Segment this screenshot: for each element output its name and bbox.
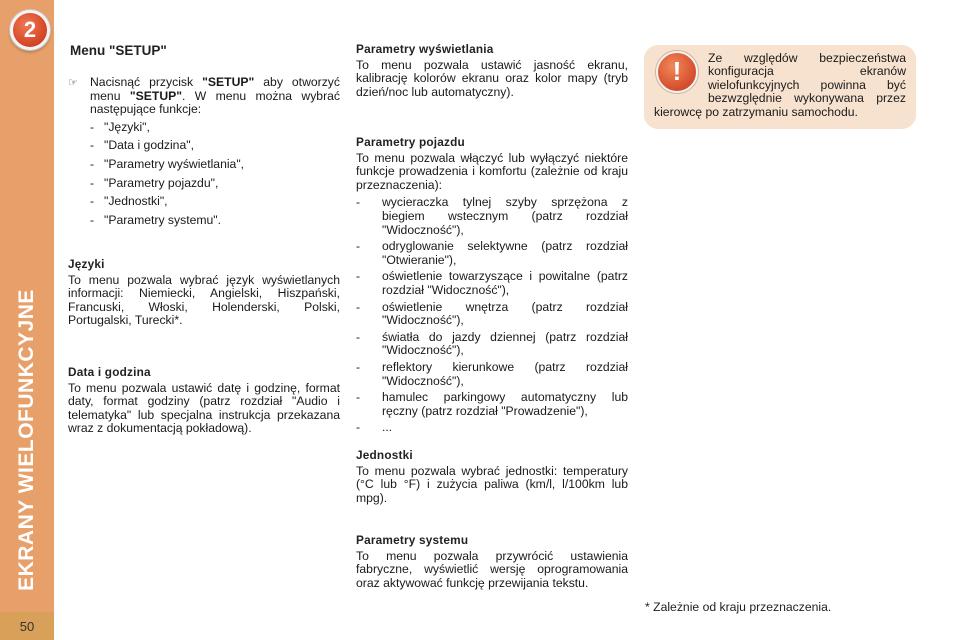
system-text: To menu pozwala przywrócić ustawienia fabryczne, wyświetlić wersję oprogramowania oraz aktywować funkcję przewijania tekstu. [356,548,628,590]
page-number: 50 [0,612,54,640]
display-heading: Parametry wyświetlania [356,42,494,56]
list-item: - "Parametry pojazdu", [90,175,219,190]
vehicle-section [356,136,628,438]
languages-heading: Języki [68,257,105,271]
datetime-heading: Data i godzina [68,365,151,379]
datetime-text: To menu pozwala ustawić datę i godzinę, format daty, format godziny (patrz rozdział "Audio i telematyka" lub specjalna instrukcja przekazana wraz z dokumentacją pokładową). [68,380,340,436]
chapter-number-badge: 2 [10,10,50,50]
display-text: To menu pozwala ustawić jasność ekranu, kalibrację kolorów ekranu oraz kolor mapy (tryb dzień/noc lub automatyczny). [356,57,628,99]
vehicle-heading: Parametry pojazdu [356,135,465,149]
list-item: - "Parametry wyświetlania", [90,156,245,171]
footnote: * Zależnie od kraju przeznaczenia. [645,600,832,614]
chapter-sidebar [0,0,54,640]
system-heading: Parametry systemu [356,533,469,547]
units-section [356,449,628,505]
list-item: - reflektory kierunkowe (patrz rozdział "Widoczność"), [356,359,628,388]
vehicle-text: To menu pozwala włączyć lub wyłączyć niektóre funkcje prowadzenia i komfortu (zależnie od kraju przeznaczenia): [356,150,628,192]
list-item: - "Języki", [90,119,150,134]
languages-text: To menu pozwala wybrać język wyświetlanych informacji: Niemiecki, Angielski, Hiszpański, Francuski, Włoski, Holenderski, Polski, Portugalski, Turecki*. [68,272,340,328]
setup-intro [68,76,340,232]
vehicle-features-list [356,196,628,435]
list-item: - wycieraczka tylnej szyby sprzężona z biegiem wstecznym (patrz rozdział "Widoczność"), [356,195,628,237]
pointer-icon: ☞ [68,77,78,89]
system-section [356,534,628,590]
units-text: To menu pozwala wybrać jednostki: temperatury (°C lub °F) i zużycia paliwa (km/l, l/100km lub mpg). [356,463,628,505]
warning-text: Ze względów bezpieczeństwa konfiguracja ekranów wielofunkcyjnych powinna być bezwzględnie wykonywana przez kierowcę po zatrzymaniu samochodu. [654,51,906,119]
display-section [356,43,628,99]
setup-menu-list [90,121,340,228]
list-item: - "Jednostki", [90,194,168,209]
list-item: - hamulec parkingowy automatyczny lub ręczny (patrz rozdział "Prowadzenie"), [356,390,628,418]
units-heading: Jednostki [356,448,413,462]
setup-intro-text: Nacisnąć przycisk "SETUP" aby otworzyć menu "SETUP". W menu można wybrać następujące funkcje: [90,75,341,117]
list-item: - ... [356,420,393,435]
safety-warning-box [644,45,916,129]
warning-exclamation-icon: ! [656,51,698,93]
list-item: - "Parametry systemu". [90,212,222,227]
chapter-title: EKRANY WIELOFUNKCYJNE [15,289,38,591]
datetime-section [68,366,340,436]
list-item: - "Data i godzina", [90,138,194,153]
list-item: - oświetlenie wnętrza (patrz rozdział "Widoczność"), [356,299,628,328]
list-item: - odryglowanie selektywne (patrz rozdział "Otwieranie"), [356,239,628,267]
list-item: - światła do jazdy dziennej (patrz rozdział "Widoczność"), [356,329,628,358]
menu-setup-title: Menu "SETUP" [70,43,167,58]
languages-section [68,258,340,328]
list-item: - oświetlenie towarzyszące i powitalne (patrz rozdział "Widoczność"), [356,269,628,297]
